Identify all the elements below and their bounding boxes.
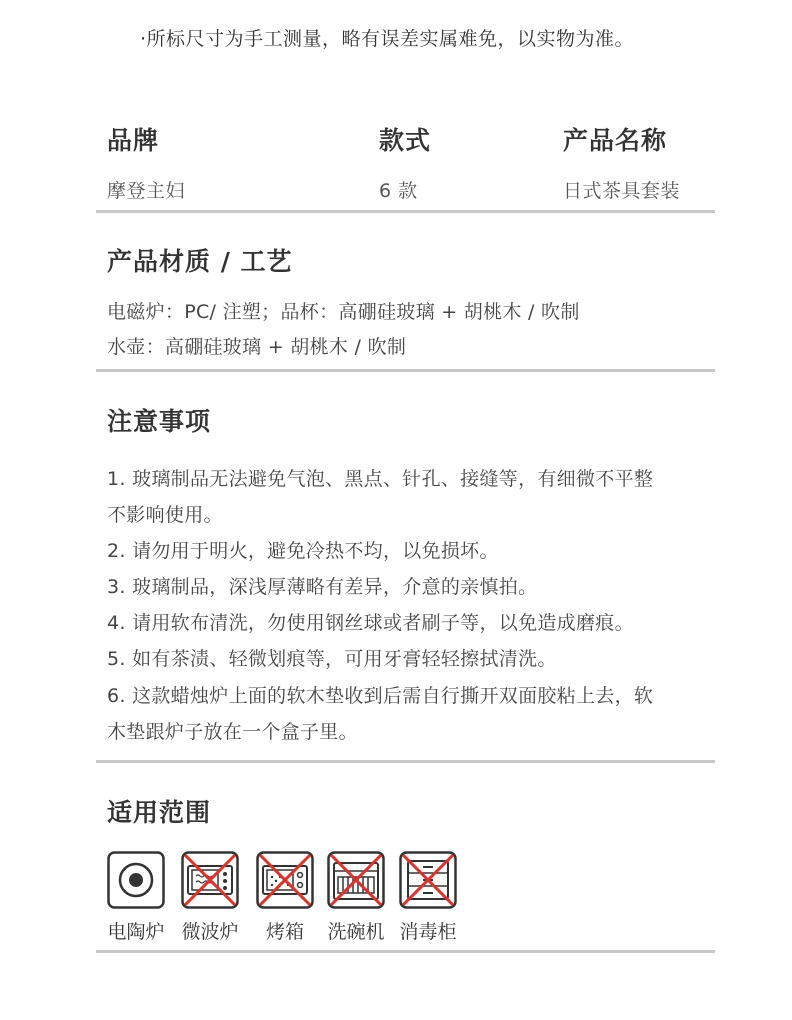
notes-line: 木垫跟炉子放在一个盒子里。 xyxy=(107,721,358,743)
usage-label-ceramic-hob: 电陶炉 xyxy=(107,921,165,943)
notes-line: 2. 请勿用于明火，避免冷热不均，以免损坏。 xyxy=(107,540,499,562)
brand-value: 摩登主妇 xyxy=(107,180,186,202)
notes-title: 注意事项 xyxy=(107,407,212,436)
style-value: 6 款 xyxy=(379,180,418,202)
usage-label-microwave: 微波炉 xyxy=(181,921,239,943)
material-line: 水壶：高硼硅玻璃 + 胡桃木 / 吹制 xyxy=(107,336,407,358)
notes-line: 5. 如有茶渍、轻微划痕等，可用牙膏轻轻擦拭清洗。 xyxy=(107,648,557,670)
material-line: 电磁炉：PC/ 注塑；品杯：高硼硅玻璃 + 胡桃木 / 吹制 xyxy=(107,301,580,323)
microwave-icon xyxy=(181,851,239,909)
divider xyxy=(96,760,715,763)
product-name-value: 日式茶具套装 xyxy=(563,180,681,202)
usage-label-dishwasher: 洗碗机 xyxy=(327,921,385,943)
divider xyxy=(96,950,715,953)
usage-label-sterilizer: 消毒柜 xyxy=(399,921,457,943)
material-title: 产品材质 / 工艺 xyxy=(107,247,293,276)
product-name-label: 产品名称 xyxy=(563,126,668,155)
divider xyxy=(96,210,715,213)
brand-label: 品牌 xyxy=(107,126,160,155)
notes-line: 1. 玻璃制品无法避免气泡、黑点、针孔、接缝等，有细微不平整 xyxy=(107,468,654,490)
measurement-note: ·所标尺寸为手工测量，略有误差实属难免，以实物为准。 xyxy=(140,28,635,50)
usage-label-oven: 烤箱 xyxy=(265,921,304,943)
style-label: 款式 xyxy=(379,126,432,155)
divider xyxy=(96,369,715,372)
notes-line: 3. 玻璃制品，深浅厚薄略有差异，介意的亲慎拍。 xyxy=(107,576,538,598)
usage-title: 适用范围 xyxy=(107,798,212,827)
notes-line: 6. 这款蜡烛炉上面的软木垫收到后需自行撕开双面胶粘上去，软 xyxy=(107,685,654,707)
notes-line: 不影响使用。 xyxy=(107,504,223,526)
oven-icon xyxy=(256,851,314,909)
ceramic-hob-icon xyxy=(107,851,165,909)
notes-line: 4. 请用软布清洗，勿使用钢丝球或者刷子等，以免造成磨痕。 xyxy=(107,612,634,634)
dishwasher-icon xyxy=(327,851,385,909)
sterilizer-cabinet-icon xyxy=(399,851,457,909)
